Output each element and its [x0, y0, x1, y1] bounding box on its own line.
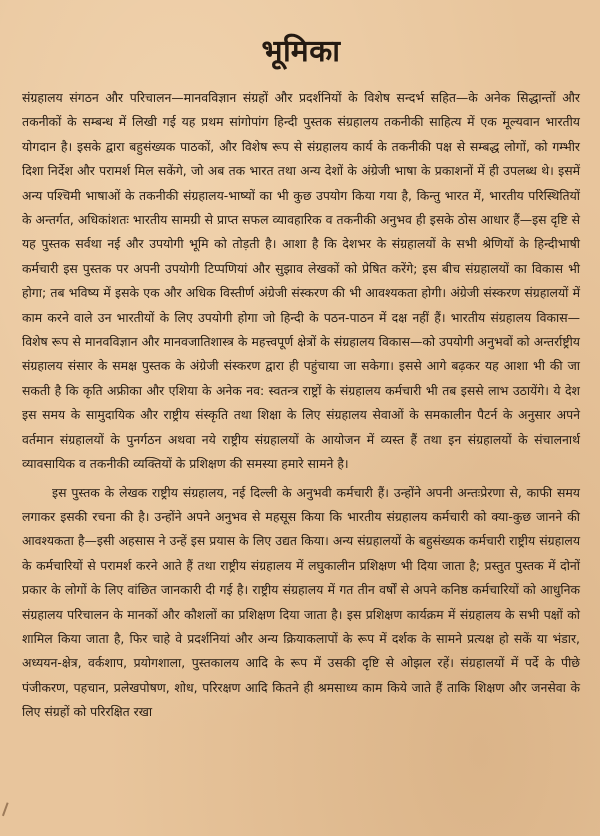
page-title: भूमिका — [261, 34, 341, 69]
paragraph-2: इस पुस्तक के लेखक राष्ट्रीय संग्रहालय, नई दिल्ली के अनुभवी कर्मचारी हैं। उन्होंने अपनी अन्तःप्रेरणा से, काफी समय लगाकर इसकी रचना की है। उन्होंने अपने अनुभव से महसूस किया कि भारतीय संग्रहालय कर्मचारी को क्या-कुछ जानने की आवश्यकता है—इसी अहसास ने उन्हें इस प्रयास के लिए उद्यत किया। अन्य संग्रहालयों के बहुसंख्यक कर्मचारी राष्ट्रीय संग्रहालय के कर्मचारियों से परामर्श करने आते हैं तथा राष्ट्रीय संग्रहालय में लघुकालीन प्रशिक्षण भी दिया जाता है; प्रस्तुत पुस्तक में दोनों प्रकार के लोगों के लिए वांछित जानकारी दी गई है। राष्ट्रीय संग्रहालय में गत तीन वर्षों से अपने कनिष्ठ कर्मचारियों को आधुनिक संग्रहालय परिचालन के मानकों और कौशलों का प्रशिक्षण दिया जाता है। इस प्रशिक्षण कार्यक्रम में संग्रहालय के सभी पक्षों को शामिल किया जाता है, फिर चाहे वे प्रदर्शनियां और अन्य क्रियाकलापों के रूप में दर्शक के सामने प्रत्यक्ष हो सकें या भंडार, अध्ययन-क्षेत्र, वर्कशाप, प्रयोगशाला, पुस्तकालय आदि के रूप में उसकी दृष्टि से ओझल रहें। संग्रहालयों में पर्दे के पीछे पंजीकरण, पहचान, प्रलेखपोषण, शोध, परिरक्षण आदि कितने ही श्रमसाध्य काम किये जाते हैं ताकि शिक्षण और जनसेवा के लिए संग्रहों को परिरक्षित रखा — [22, 484, 580, 720]
paragraph-1: संग्रहालय संगठन और परिचालन—मानवविज्ञान संग्रहों और प्रदर्शनियों के विशेष सन्दर्भ सहित—के अनेक सिद्धान्तों और तकनीकों के सम्बन्ध में लिखी गई यह प्रथम सांगोपांग हिन्दी पुस्तक संग्रहालय तकनीकी साहित्य में एक मूल्यवान भारतीय योगदान है। इसके द्वारा बहुसंख्यक पाठकों, और विशेष रूप से संग्रहालय कार्य के तकनीकी पक्ष से सम्बद्ध लोगों, को गम्भीर दिशा निर्देश और परामर्श मिल सकेंगे, जो अब तक भारत तथा अन्य देशों के अंग्रेजी भाषा के प्रकाशनों में ही उपलब्ध थे। इसमें अन्य पश्चिमी भाषाओं के तकनीकी संग्रहालय-भाष्यों का भी कुछ उपयोग किया गया है, किन्तु भारत में, भारतीय परिस्थितियों के अन्तर्गत, अधिकांशतः भारतीय सामग्री से प्राप्त सफल व्यावहारिक व तकनीकी अनुभव ही इसके ठोस आधार हैं—इस दृष्टि से यह पुस्तक सर्वथा नई और उपयोगी भूमि को तोड़ती है। आशा है कि देशभर के संग्रहालयों के सभी श्रेणियों के हिन्दीभाषी कर्मचारी इस पुस्तक पर अपनी उपयोगी टिप्पणियां और सुझाव लेखकों को प्रेषित करेंगे; इस बीच संग्रहालयों का विकास भी होगा; तब भविष्य में इसके एक और अधिक विस्तीर्ण अंग्रेजी संस्करण की भी आवश्यकता होगी। अंग्रेजी संस्करण संग्रहालयों में काम करने वाले उन भारतीयों के लिए उपयोगी होगा जो हिन्दी के पठन-पाठन में दक्ष नहीं हैं। भारतीय संग्रहालय विकास—विशेष रूप से मानवविज्ञान और मानवजातिशास्त्र के महत्त्वपूर्ण क्षेत्रों के संग्रहालय विकास—को उपयोगी अनुभवों को अन्तर्राष्ट्रीय संग्रहालय संसार के समक्ष पुस्तक के अंग्रेजी संस्करण द्वारा ही पहुंचाया जा सकेगा। इससे आगे बढ़कर यह आशा भी की जा सकती है कि कृति अफ्रीका और एशिया के अनेक नव: स्वतन्त्र राष्ट्रों के संग्रहालय कर्मचारी भी तब इससे लाभ उठायेंगे। ये देश इस समय के सामुदायिक और राष्ट्रीय संस्कृति तथा शिक्षा के लिए संग्रहालय सेवाओं के समकालीन पैटर्न के अनुसार अपने वर्तमान संग्रहालयों के पुनर्गठन अथवा नये राष्ट्रीय संग्रहालयों के आयोजन में व्यस्त हैं तथा इन संग्रहालयों के संचालनार्थ व्यावसायिक व तकनीकी व्यक्तियों के प्रशिक्षण की समस्या हमारे सामने है। — [22, 90, 580, 472]
page-mark — [2, 802, 18, 819]
